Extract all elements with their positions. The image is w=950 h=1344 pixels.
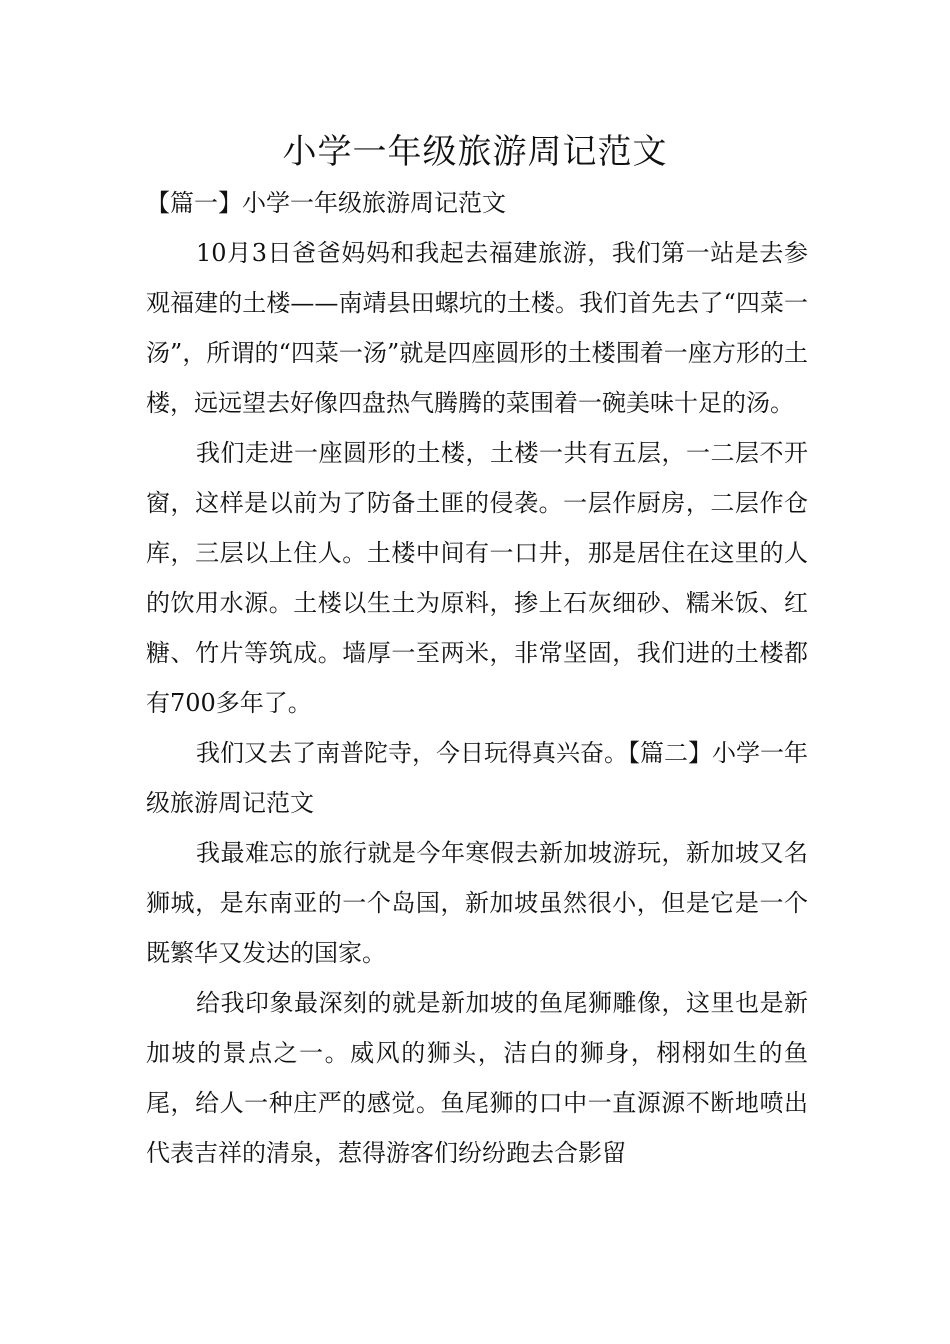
paragraph-5: 给我印象最深刻的就是新加坡的鱼尾狮雕像，这里也是新加坡的景点之一。威风的狮头，洁白的狮身，栩栩如生的鱼尾，给人一种庄严的感觉。鱼尾狮的口中一直源源不断地喷出代表吉祥的清泉，惹得游客们纷纷跑去合影留 — [146, 989, 808, 1167]
paragraph-1: 10月3日爸爸妈妈和我起去福建旅游，我们第一站是去参观福建的土楼——南靖县田螺坑的土楼。我们首先去了“四菜一汤”，所谓的“四菜一汤”就是四座圆形的土楼围着一座方形的土楼，远远望去好像四盘热气腾腾的菜围着一碗美味十足的汤。 — [146, 239, 808, 417]
document-body — [146, 178, 808, 1178]
paragraph-4: 我最难忘的旅行就是今年寒假去新加坡游玩，新加坡又名狮城，是东南亚的一个岛国，新加坡虽然很小，但是它是一个既繁华又发达的国家。 — [146, 839, 808, 967]
paragraph-2: 我们走进一座圆形的土楼，土楼一共有五层，一二层不开窗，这样是以前为了防备土匪的侵袭。一层作厨房，二层作仓库，三层以上住人。土楼中间有一口井，那是居住在这里的人的饮用水源。土楼以生土为原料，掺上石灰细砂、糯米饭、红糖、竹片等筑成。墙厚一至两米，非常坚固，我们进的土楼都有700多年了。 — [146, 439, 808, 717]
paragraph-3: 我们又去了南普陀寺，今日玩得真兴奋。【篇二】小学一年级旅游周记范文 — [146, 739, 808, 817]
document-title: 小学一年级旅游周记范文 — [282, 132, 668, 172]
section-heading: 【篇一】小学一年级旅游周记范文 — [146, 189, 506, 217]
